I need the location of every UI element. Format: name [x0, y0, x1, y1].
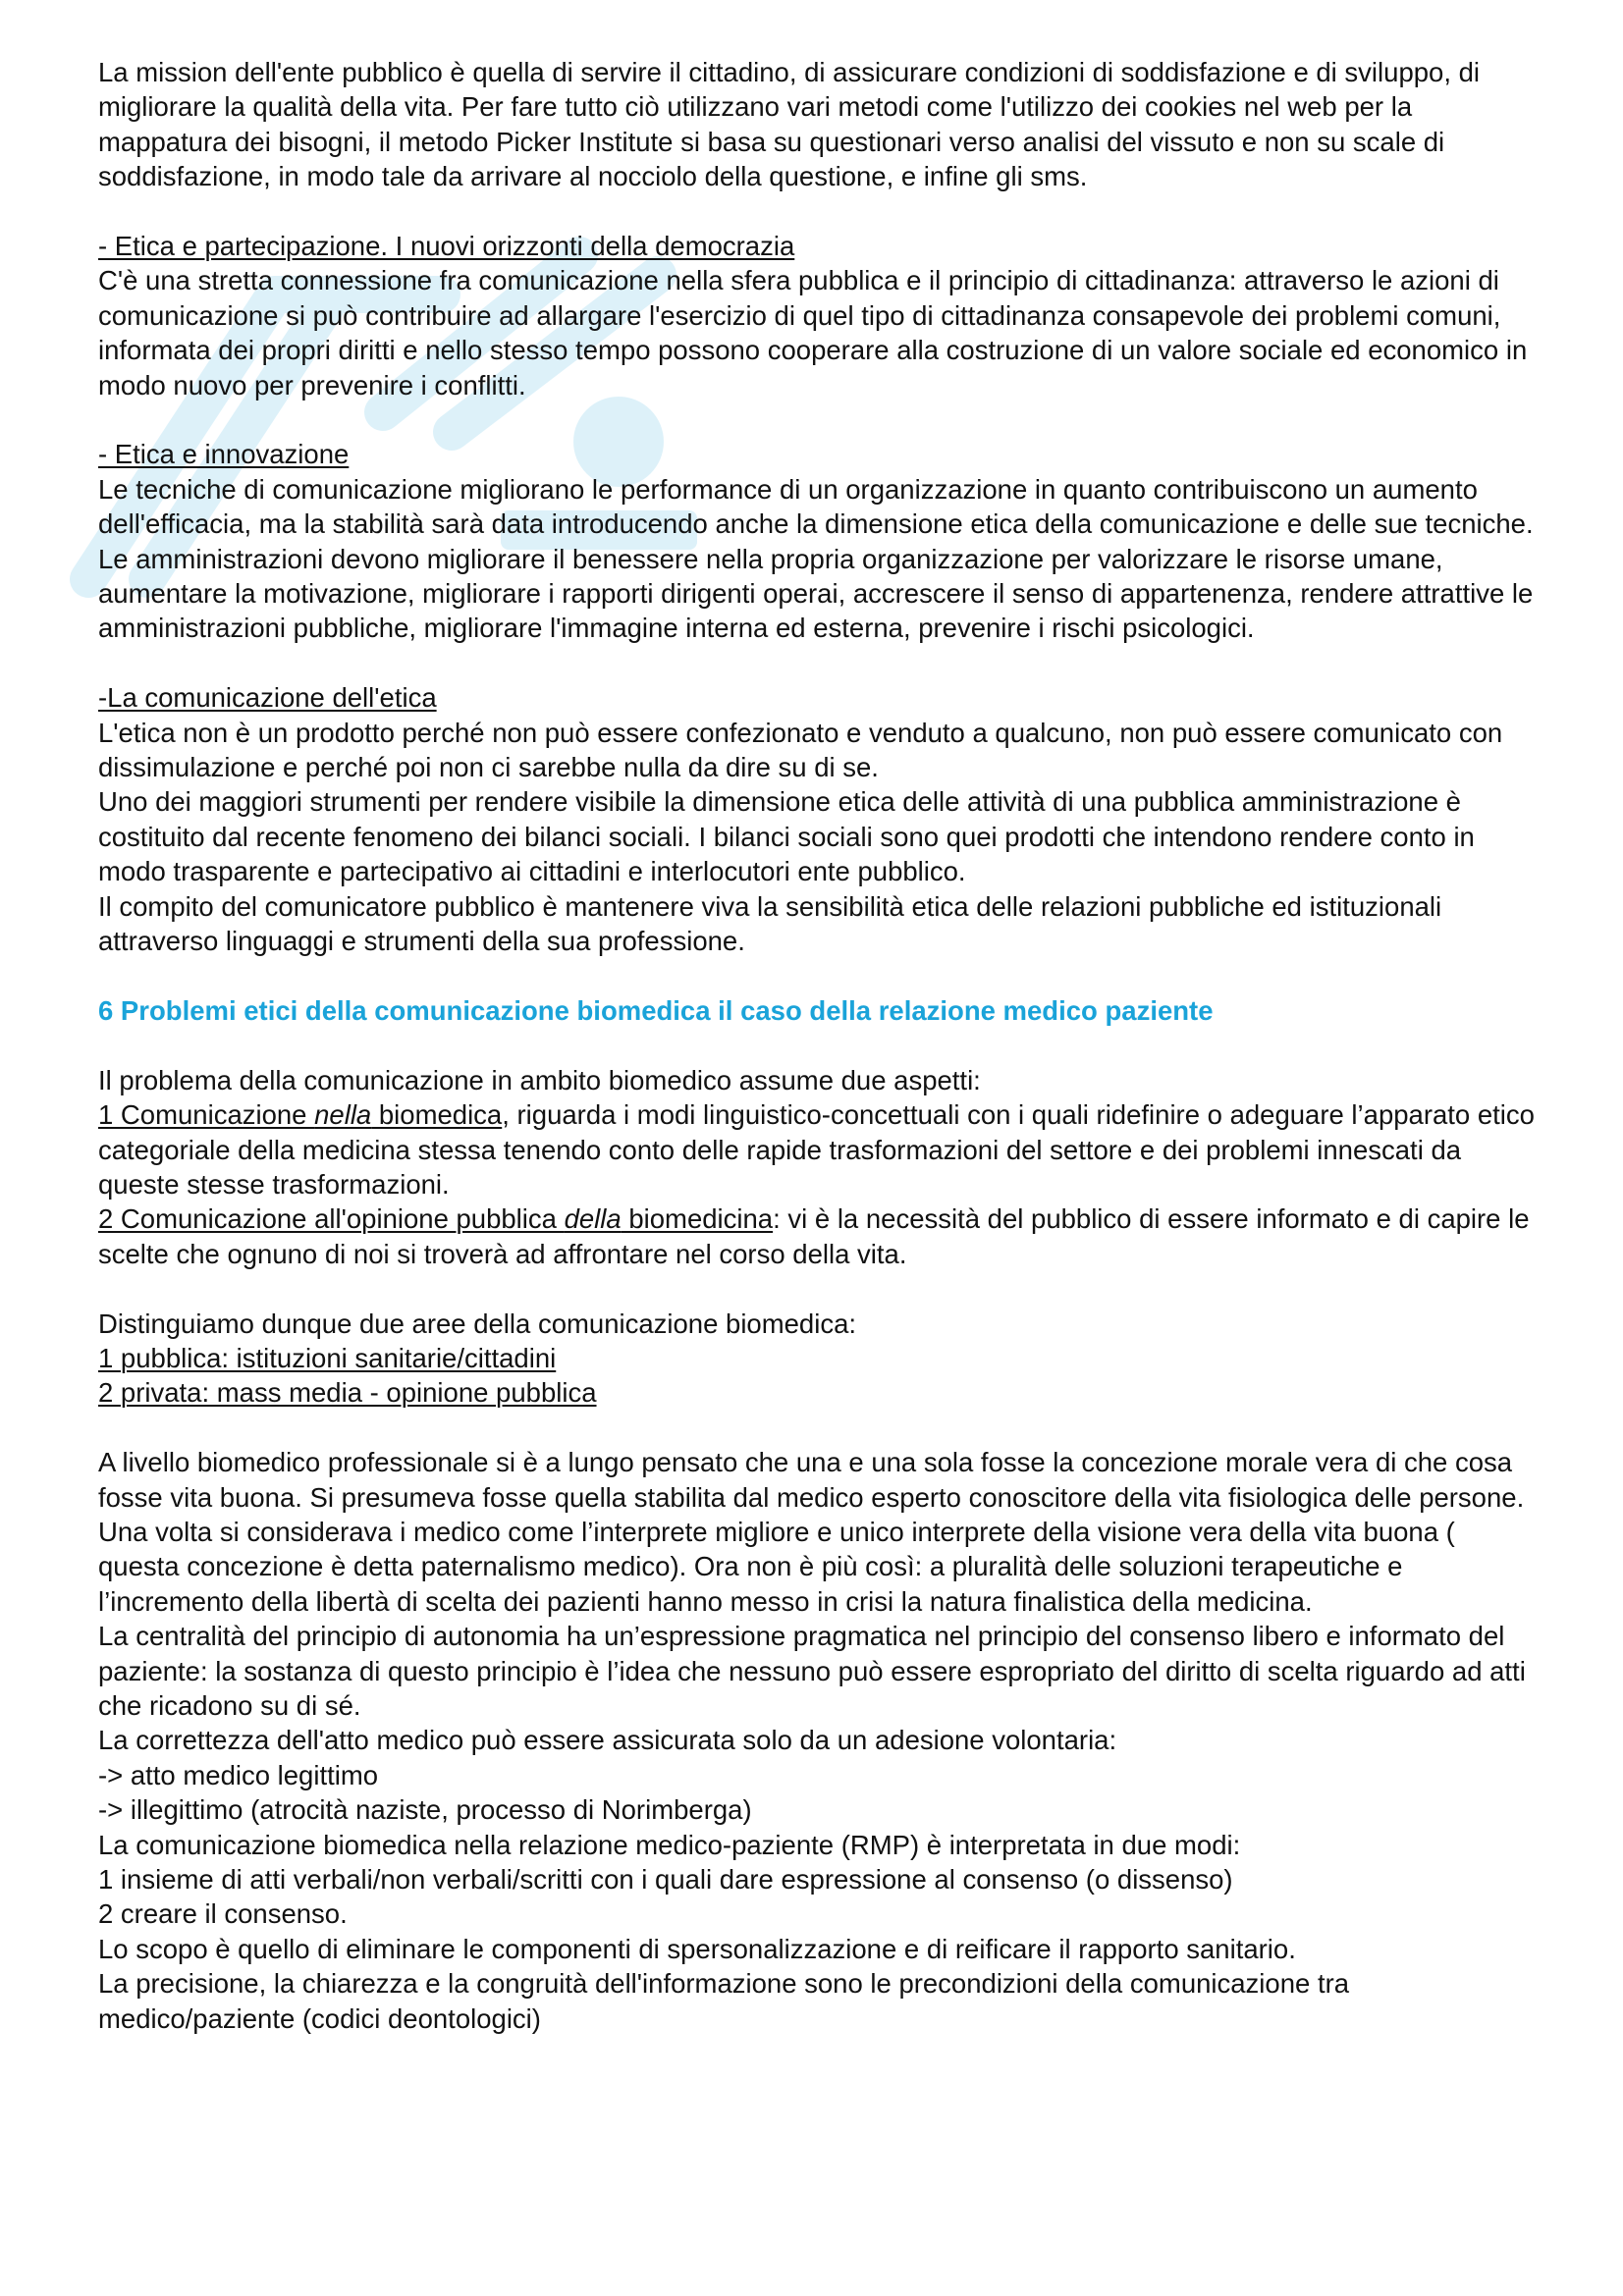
paragraph-comunicazione-etica-3: Il compito del comunicatore pubblico è mantenere viva la sensibilità etica delle relazioni pubbliche ed istituzionali attraverso linguaggi e strumenti della sua professione.: [98, 890, 1442, 957]
paragraph-autonomia: La centralità del principio di autonomia ha un’espressione pragmatica nel principio del consenso libero e informato del paziente: la sostanza di questo principio è l’idea che nessuno può essere espropriato del diritto di scelta riguardo ad atti che ricadono su di sé.: [98, 1621, 1526, 1721]
aspect-1-label-italic: nella: [314, 1099, 372, 1131]
area-1: 1 pubblica: istituzioni sanitarie/cittadini: [98, 1342, 557, 1373]
list-item-illegittimo: -> illegittimo (atrocità naziste, processo di Norimberga): [98, 1794, 752, 1826]
paragraph-etica-partecipazione: C'è una stretta connessione fra comunicazione nella sfera pubblica e il principio di cittadinanza: attraverso le azioni di comunicazione si può contribuire ad allargare l'esercizio di quel tipo di cittadinanza consapevole dei problemi comuni, informata dei propri diritti e nello stesso tempo possono cooperare alla costruzione di un valore sociale ed economico in modo nuovo per prevenire i conflitti.: [98, 265, 1528, 400]
aspect-2-label-a: 2 Comunicazione all'opinione pubblica: [98, 1203, 565, 1235]
paragraph-correttezza: La correttezza dell'atto medico può essere assicurata solo da un adesione volontaria:: [98, 1725, 1117, 1756]
paragraph-etica-innovazione-1: Le tecniche di comunicazione migliorano le performance di un organizzazione in quanto contribuiscono un aumento dell'efficacia, ma la stabilità sarà data introducendo anche la dimensione etica della comunicazione e delle sue tecniche.: [98, 473, 1534, 540]
areas-intro: Distinguiamo dunque due aree della comunicazione biomedica:: [98, 1308, 857, 1339]
intro-paragraph: La mission dell'ente pubblico è quella di servire il cittadino, di assicurare condizioni di soddisfazione e di sviluppo, di migliorare la qualità della vita. Per fare tutto ciò utilizzano vari metodi come l'utilizzo dei cookies nel web per la mappatura dei bisogni, il metodo Picker Institute si basa su questionari verso analisi del vissuto e non su scale di soddisfazione, in modo tale da arrivare al nocciolo della questione, e infine gli sms.: [98, 57, 1481, 192]
aspect-2-label-italic: della: [564, 1203, 622, 1235]
paragraph-comunicazione-etica-2: Uno dei maggiori strumenti per rendere visibile la dimensione etica delle attività di una pubblica amministrazione è costituito dal recente fenomeno dei bilanci sociali. I bilanci sociali sono quei prodotti che intendono rendere conto in modo trasparente e partecipativo ai cittadini e interlocutori ente pubblico.: [98, 786, 1475, 887]
aspect-1-text: , riguarda i modi linguistico-concettuali con i quali ridefinire o adeguare l’apparato etico categoriale della medicina stessa tenendo conto delle rapide trasformazioni del settore e dei problemi innescati da queste stesse trasformazioni.: [98, 1099, 1535, 1200]
list-item-atti: 1 insieme di atti verbali/non verbali/scritti con i quali dare espressione al consenso (o dissenso): [98, 1864, 1233, 1896]
aspect-2-label-b: biomedicina: [621, 1203, 774, 1235]
section-6-intro: Il problema della comunicazione in ambito biomedico assume due aspetti:: [98, 1064, 981, 1095]
subheading-etica-innovazione: - Etica e innovazione: [98, 439, 350, 470]
aspect-2: [98, 1201, 1542, 1271]
paragraph-paternalismo: A livello biomedico professionale si è a lungo pensato che una e una sola fosse la concezione morale vera di che cosa fosse vita buona. Si presumeva fosse quella stabilita dal medico esperto conoscitore della vita fisiologica delle persone. Una volta si considerava i medico come l’interprete migliore e unico interprete della visione vera della vita buona ( questa concezione è detta paternalismo medico). Ora non è più così: a pluralità delle soluzioni terapeutiche e l’incremento della libertà di scelta dei pazienti hanno messo in crisi la natura finalistica della medicina.: [98, 1447, 1525, 1617]
list-item-legittimo: -> atto medico legittimo: [98, 1759, 379, 1790]
list-item-consenso: 2 creare il consenso.: [98, 1898, 348, 1930]
paragraph-rmp: La comunicazione biomedica nella relazione medico-paziente (RMP) è interpretata in due modi:: [98, 1829, 1241, 1860]
document-page: [98, 55, 1542, 2036]
section-6-heading: 6 Problemi etici della comunicazione biomedica il caso della relazione medico paziente: [98, 994, 1214, 1026]
aspect-1-label-a: 1 Comunicazione: [98, 1099, 315, 1131]
paragraph-precisione: La precisione, la chiarezza e la congruità dell'informazione sono le precondizioni della comunicazione tra medico/paziente (codici deontologici): [98, 1968, 1350, 2034]
aspect-1: [98, 1097, 1542, 1201]
paragraph-scopo: Lo scopo è quello di eliminare le componenti di spersonalizzazione e di reificare il rapporto sanitario.: [98, 1933, 1296, 1964]
aspect-2-text: : vi è la necessità del pubblico di essere informato e di capire le scelte che ognuno di noi si troverà ad affrontare nel corso della vita.: [98, 1203, 1530, 1269]
subheading-etica-partecipazione: - Etica e partecipazione. I nuovi orizzonti della democrazia: [98, 231, 795, 262]
paragraph-comunicazione-etica-1: L'etica non è un prodotto perché non può essere confezionato e venduto a qualcuno, non può essere comunicato con dissimulazione e perché poi non ci sarebbe nulla da dire su di se.: [98, 717, 1503, 783]
paragraph-etica-innovazione-2: Le amministrazioni devono migliorare il benessere nella propria organizzazione per valorizzare le risorse umane, aumentare la motivazione, migliorare i rapporti dirigenti operai, accrescere il senso di appartenenza, rendere attrattive le amministrazioni pubbliche, migliorare l'immagine interna ed esterna, prevenire i rischi psicologici.: [98, 543, 1534, 644]
area-2: 2 privata: mass media - opinione pubblica: [98, 1377, 597, 1409]
aspect-1-label-b: biomedica: [371, 1099, 503, 1131]
subheading-comunicazione-etica: -La comunicazione dell'etica: [98, 682, 437, 714]
